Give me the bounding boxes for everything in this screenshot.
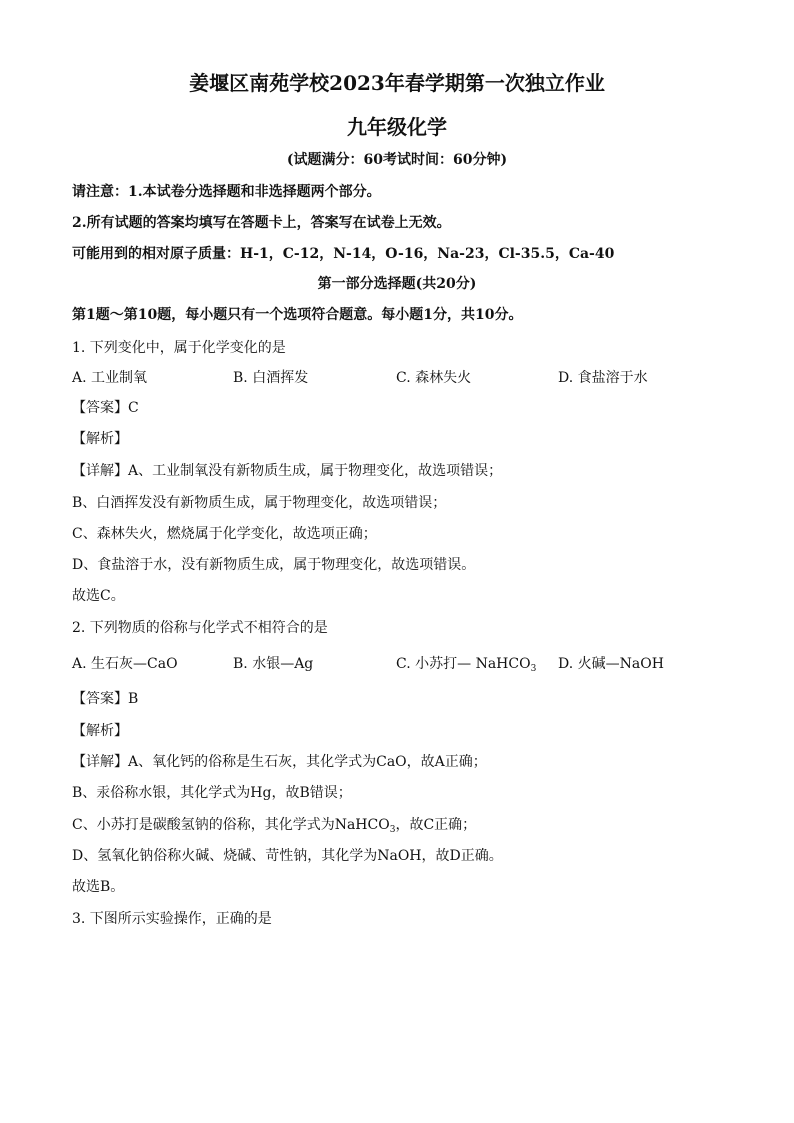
q1-answer: 【答案】C bbox=[72, 400, 139, 416]
document-title: 姜堰区南苑学校2023年春学期第一次独立作业 bbox=[189, 71, 605, 95]
q1-option-a: A. 工业制氧 bbox=[72, 370, 148, 386]
q2-option-c-subscript: 3 bbox=[530, 664, 537, 674]
section-instructions: 第1题～第10题，每小题只有一个选项符合题意。每小题1分，共10分。 bbox=[72, 307, 523, 323]
q2-answer: 【答案】B bbox=[72, 691, 139, 707]
q2-detail-c-text: C、小苏打是碳酸氢钠的俗称，其化学式为NaHCO bbox=[72, 817, 390, 833]
q2-detail-c-subscript: 3 bbox=[389, 825, 396, 835]
q1-analysis: 【解析】 bbox=[72, 431, 128, 447]
q2-conclusion: 故选B。 bbox=[72, 879, 125, 895]
q1-option-b: B. 白酒挥发 bbox=[233, 370, 309, 386]
question-2-stem: 2. 下列物质的俗称与化学式不相符合的是 bbox=[72, 620, 328, 636]
q1-option-c: C. 森林失火 bbox=[396, 370, 472, 386]
q2-detail-a: 【详解】A、氧化钙的俗称是生石灰，其化学式为CaO，故A正确； bbox=[72, 754, 487, 770]
note-2: 2.所有试题的答案均填写在答题卡上，答案写在试卷上无效。 bbox=[72, 215, 451, 231]
q2-option-a: A. 生石灰—CaO bbox=[72, 656, 178, 672]
question-1-stem: 1. 下列变化中，属于化学变化的是 bbox=[72, 340, 286, 356]
q1-conclusion: 故选C。 bbox=[72, 588, 125, 604]
q2-option-c bbox=[396, 654, 536, 674]
q1-detail-a: 【详解】A、工业制氧没有新物质生成，属于物理变化，故选项错误； bbox=[72, 463, 503, 479]
q2-detail-c-tail: ，故C正确； bbox=[395, 817, 477, 833]
q1-detail-d: D、食盐溶于水，没有新物质生成，属于物理变化，故选项错误。 bbox=[72, 557, 476, 573]
q2-detail-b: B、汞俗称水银，其化学式为Hg，故B错误； bbox=[72, 785, 352, 801]
atomic-masses: 可能用到的相对原子质量：H-1，C-12，N-14，O-16，Na-23，Cl-35.5，Ca-40 bbox=[72, 246, 615, 262]
q2-detail-d: D、氢氧化钠俗称火碱、烧碱、苛性钠，其化学为NaOH，故D正确。 bbox=[72, 848, 503, 864]
q1-detail-c: C、森林失火，燃烧属于化学变化，故选项正确； bbox=[72, 526, 377, 542]
q1-option-d: D. 食盐溶于水 bbox=[558, 370, 648, 386]
exam-info: (试题满分：60考试时间：60分钟) bbox=[286, 152, 508, 168]
q2-option-b: B. 水银—Ag bbox=[233, 656, 314, 672]
note-1: 请注意：1.本试卷分选择题和非选择题两个部分。 bbox=[72, 184, 381, 200]
question-3-stem: 3. 下图所示实验操作，正确的是 bbox=[72, 911, 272, 927]
q2-option-d: D. 火碱—NaOH bbox=[558, 656, 664, 672]
q1-detail-b: B、白酒挥发没有新物质生成，属于物理变化，故选项错误； bbox=[72, 495, 447, 511]
section-heading: 第一部分选择题(共20分) bbox=[317, 276, 477, 292]
q2-detail-c bbox=[72, 815, 476, 835]
q2-option-c-text: C. 小苏打— NaHCO bbox=[396, 656, 531, 672]
q2-analysis: 【解析】 bbox=[72, 723, 128, 739]
document-subtitle: 九年级化学 bbox=[347, 115, 447, 139]
